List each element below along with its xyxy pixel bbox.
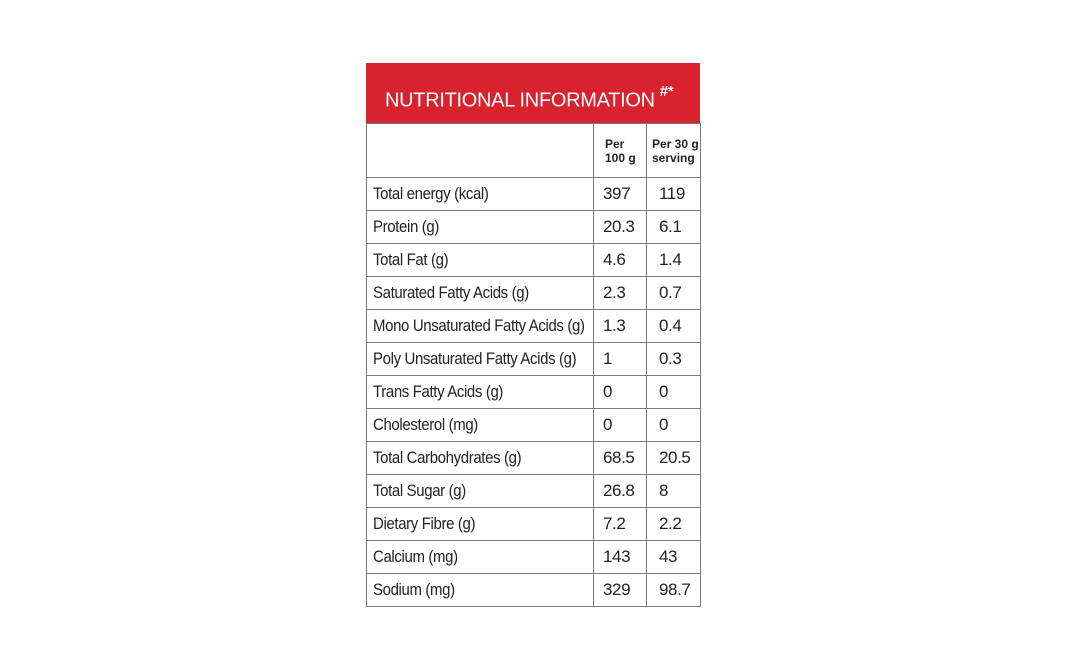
per-serving-value: 2.2 [647,508,701,541]
per-serving-value: 98.7 [647,574,701,607]
per-100g-value: 1 [594,343,647,376]
table-row [367,508,701,541]
nutrient-label: Calcium (mg) [367,541,594,574]
per-100g-value: 0 [594,376,647,409]
table-row [367,277,701,310]
nutrient-label: Cholesterol (mg) [367,409,594,442]
nutrient-label: Dietary Fibre (g) [367,508,594,541]
nutrient-label: Sodium (mg) [367,574,594,607]
nutrition-panel [366,63,700,607]
table-row [367,310,701,343]
per-serving-value: 0 [647,376,701,409]
per-serving-value: 43 [647,541,701,574]
table-row [367,442,701,475]
nutrient-label: Total Fat (g) [367,244,594,277]
table-row [367,475,701,508]
nutrient-label: Mono Unsaturated Fatty Acids (g) [367,310,594,343]
nutrition-header [366,63,700,123]
per-100g-column-header: Per 100 g [594,124,647,178]
per-serving-value: 6.1 [647,211,701,244]
per-serving-value: 8 [647,475,701,508]
per-100g-value: 20.3 [594,211,647,244]
per-serving-value: 0 [647,409,701,442]
per-100g-value: 329 [594,574,647,607]
nutrient-label: Trans Fatty Acids (g) [367,376,594,409]
nutrition-table [366,123,701,607]
per-100g-value: 397 [594,178,647,211]
per-100g-value: 143 [594,541,647,574]
per-serving-column-header: Per 30 g serving [647,124,701,178]
table-row [367,574,701,607]
per-serving-value: 119 [647,178,701,211]
table-row [367,211,701,244]
per-100g-value: 68.5 [594,442,647,475]
per-100g-value: 2.3 [594,277,647,310]
per-serving-value: 0.3 [647,343,701,376]
table-row [367,244,701,277]
nutrient-label: Total energy (kcal) [367,178,594,211]
table-row [367,343,701,376]
per-serving-value: 0.7 [647,277,701,310]
nutrient-label: Total Sugar (g) [367,475,594,508]
nutrient-label: Protein (g) [367,211,594,244]
table-row [367,376,701,409]
nutrition-title: NUTRITIONAL INFORMATION [385,89,655,112]
per-serving-value: 20.5 [647,442,701,475]
table-row [367,178,701,211]
per-serving-value: 0.4 [647,310,701,343]
title-marker: #* [659,83,674,100]
nutrient-column-header [367,124,594,178]
per-100g-value: 26.8 [594,475,647,508]
per-100g-value: 1.3 [594,310,647,343]
per-serving-value: 1.4 [647,244,701,277]
column-header-row [367,124,701,178]
table-row [367,409,701,442]
nutrient-label: Saturated Fatty Acids (g) [367,277,594,310]
per-100g-value: 0 [594,409,647,442]
nutrient-label: Total Carbohydrates (g) [367,442,594,475]
nutrient-label: Poly Unsaturated Fatty Acids (g) [367,343,594,376]
per-100g-value: 7.2 [594,508,647,541]
table-row [367,541,701,574]
per-100g-value: 4.6 [594,244,647,277]
